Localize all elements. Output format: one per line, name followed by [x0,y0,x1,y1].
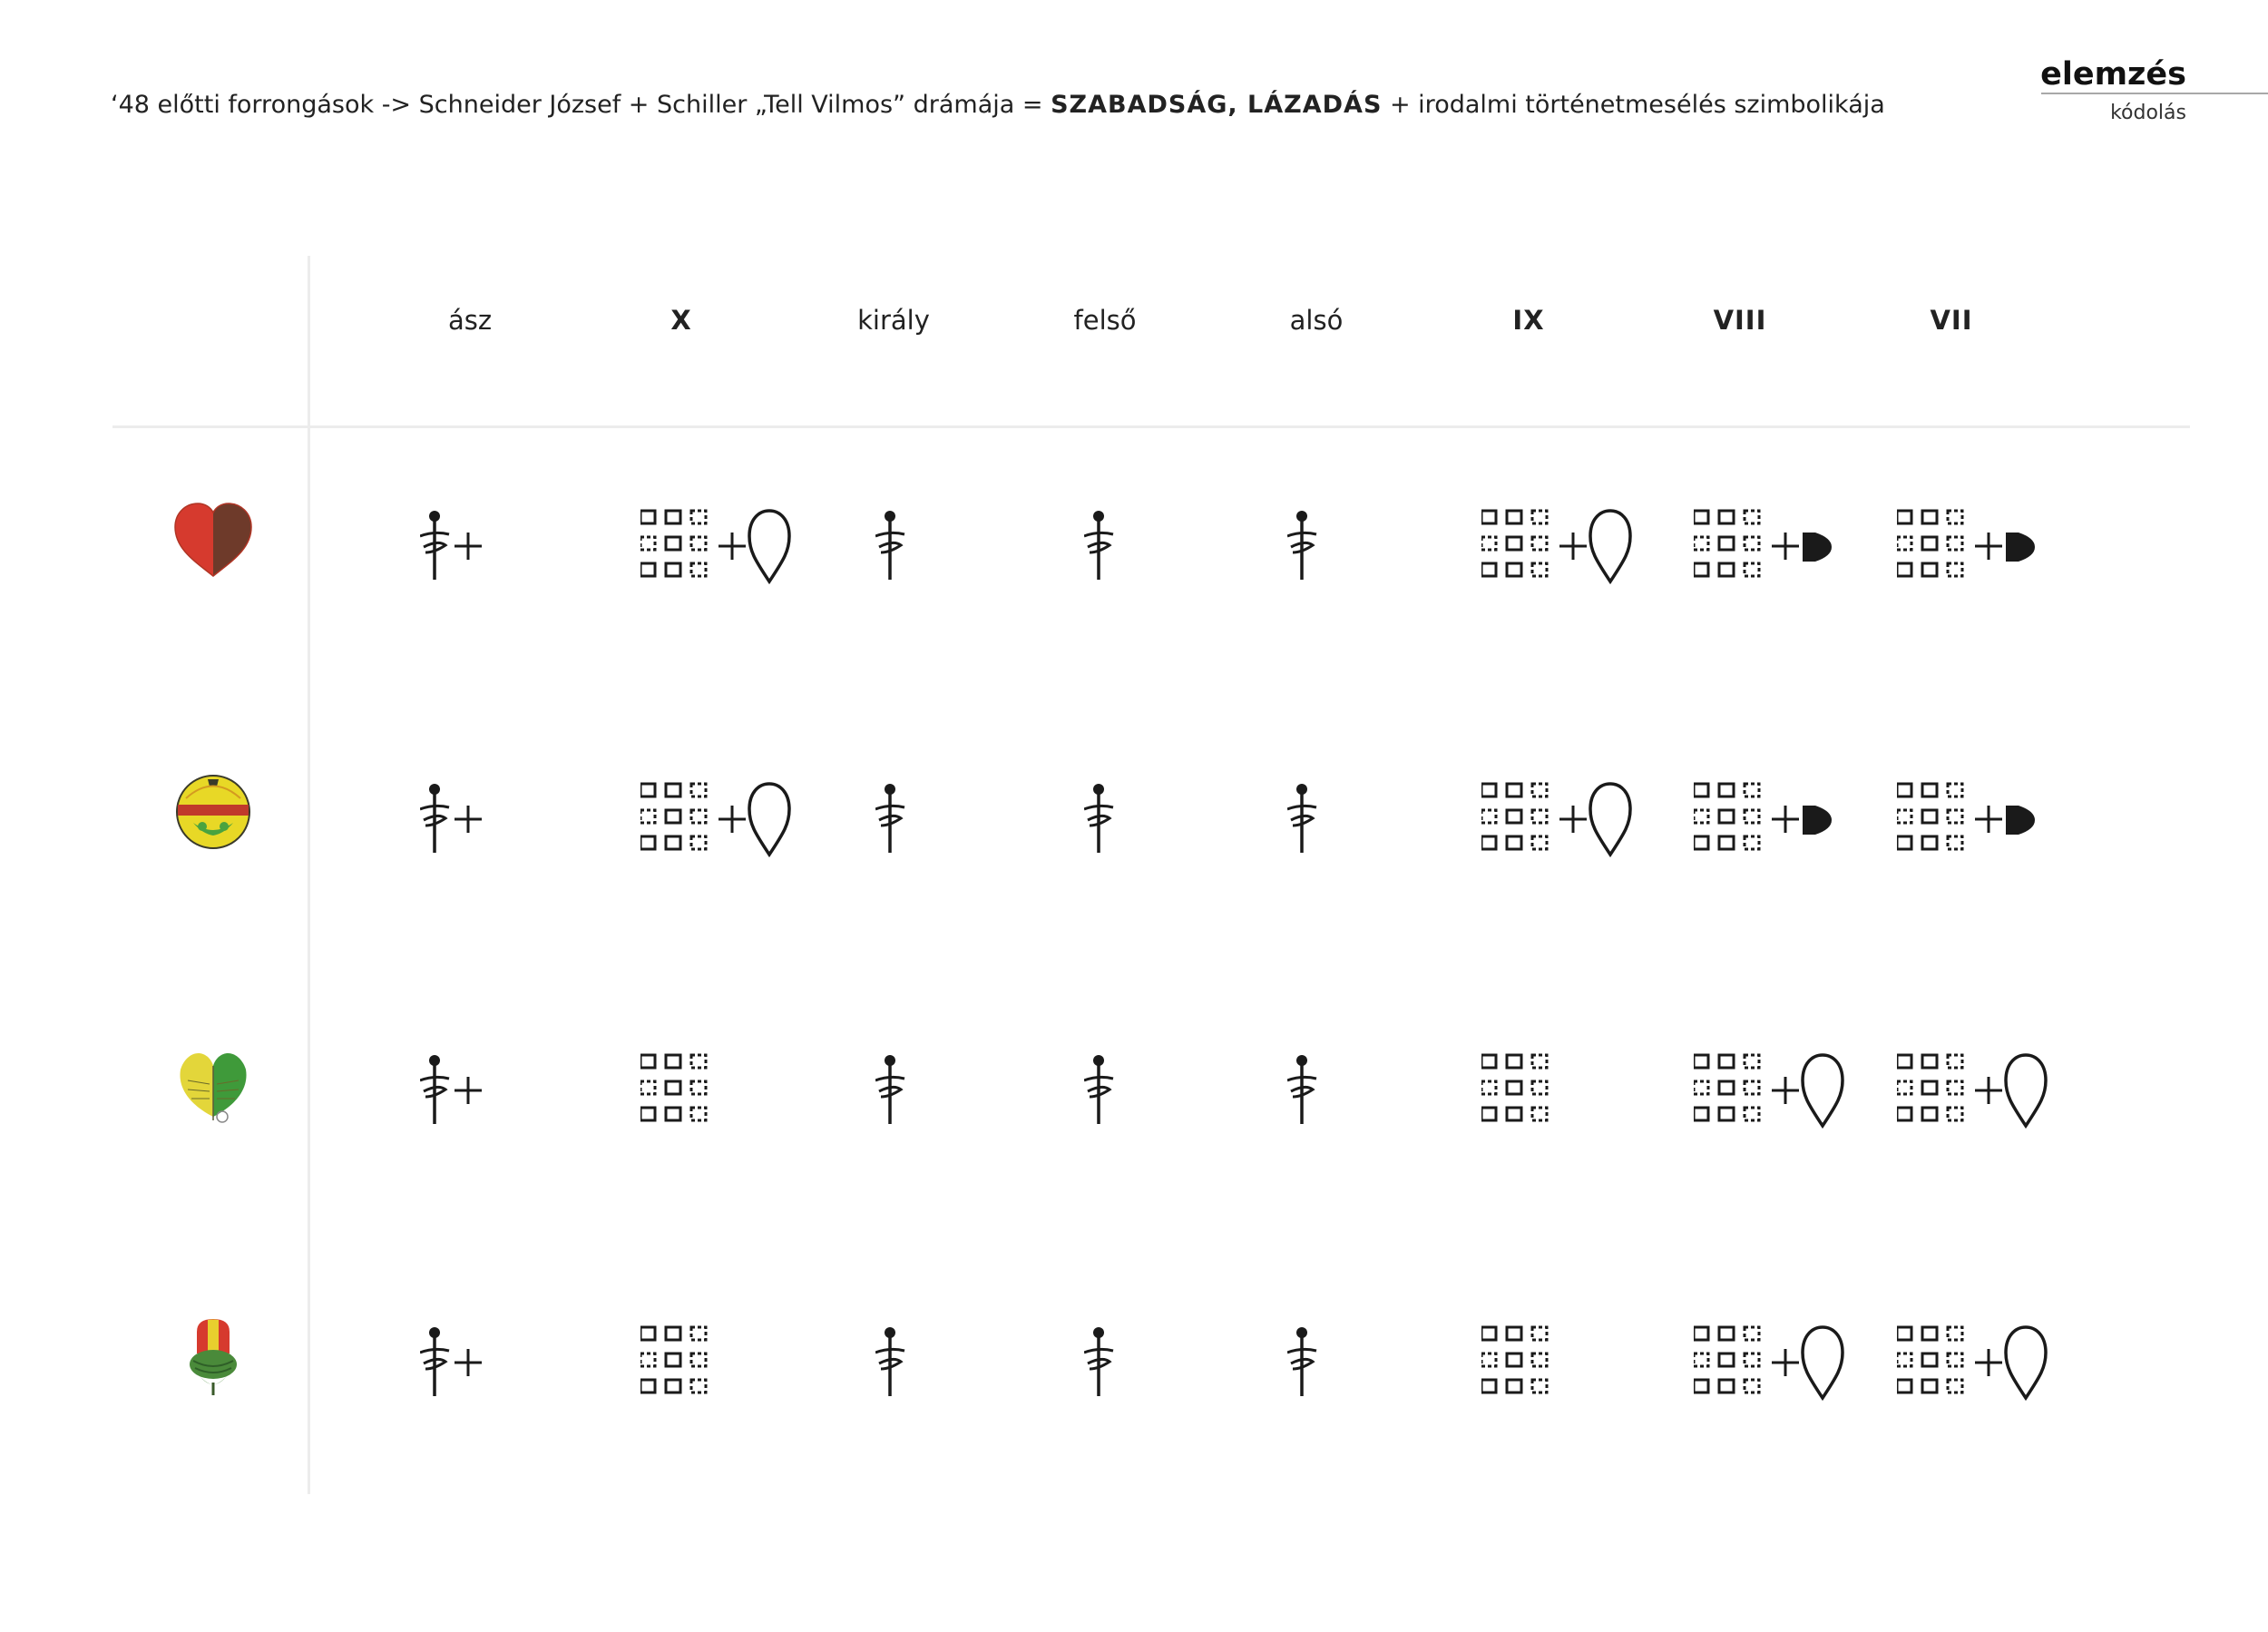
symbol-cell [1481,1039,1663,1138]
column-header-also: alsó [1289,305,1344,336]
symbol-cell [1897,767,2078,867]
symbol-cell [1084,1311,1266,1411]
brand-subtitle: kódolás [2110,102,2186,124]
symbol-cell [1897,494,2078,594]
symbol-cell [1897,1039,2078,1138]
symbol-cell [420,767,601,867]
column-header-kiraly: király [857,305,930,336]
bell-suit-icon [168,767,259,857]
symbol-cell [875,494,1057,594]
symbol-cell [1897,1311,2078,1411]
symbol-cell [420,1311,601,1411]
symbol-cell [640,1039,822,1138]
symbol-cell [1694,494,1875,594]
symbol-cell [1287,494,1469,594]
brand-title: elemzés [2040,56,2186,93]
symbol-cell [420,494,601,594]
headline-prefix: ‘48 előtti forrongások -> Schneider József + Schiller „Tell Vilmos” drámája = [111,91,1051,119]
table-header-divider [112,425,2190,428]
symbol-cell [1287,1311,1469,1411]
symbol-cell [1287,767,1469,867]
brand-divider [2041,93,2268,94]
symbol-cell [875,1039,1057,1138]
page-headline [111,91,1885,119]
symbol-cell [1694,1039,1875,1138]
column-header-vii: VII [1930,305,1973,336]
symbol-cell [1084,767,1266,867]
table-vertical-divider [308,256,310,1494]
headline-suffix: + irodalmi történetmesélés szimbolikája [1382,91,1885,119]
symbol-cell [1694,767,1875,867]
symbol-cell [875,1311,1057,1411]
column-header-x: X [670,305,692,336]
symbol-cell [1481,1311,1663,1411]
column-header-asz: ász [447,305,493,336]
symbol-cell [640,1311,822,1411]
column-header-viii: VIII [1713,305,1767,336]
symbol-cell [1084,494,1266,594]
symbol-cell [1481,494,1663,594]
symbol-cell [1084,1039,1266,1138]
symbol-cell [875,767,1057,867]
symbol-cell [420,1039,601,1138]
symbol-cell [1694,1311,1875,1411]
headline-emphasis: SZABADSÁG, LÁZADÁS [1051,91,1383,119]
symbol-cell [640,494,822,594]
column-header-ix: IX [1512,305,1545,336]
symbol-cell [1481,767,1663,867]
symbol-cell [640,767,822,867]
brand-block [2032,56,2186,124]
symbol-cell [1287,1039,1469,1138]
column-header-felso: felső [1073,305,1137,336]
leaf-suit-icon [168,1037,259,1128]
acorn-suit-icon [168,1312,259,1402]
heart-suit-icon [168,493,259,583]
